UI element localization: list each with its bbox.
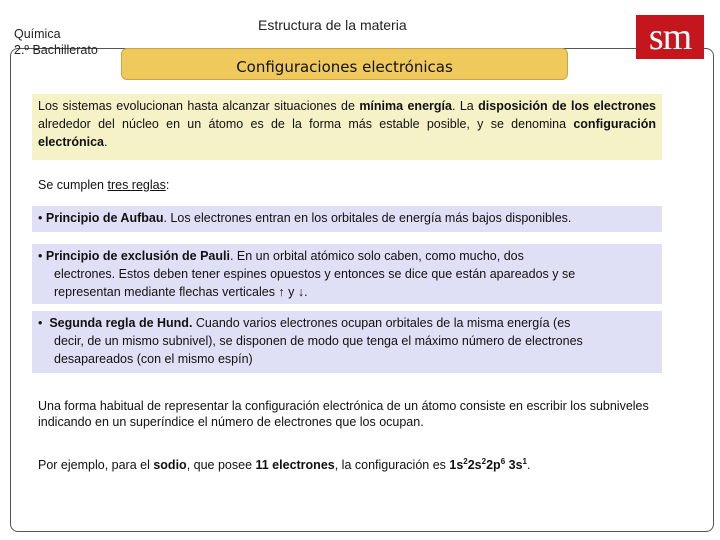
rules-intro-text-1: Se cumplen bbox=[38, 178, 108, 192]
page-title: Estructura de la materia bbox=[258, 17, 407, 33]
intro-text-1: Los sistemas evolucionan hasta alcanzar situaciones de bbox=[38, 99, 360, 113]
bullet-icon: • bbox=[38, 249, 43, 263]
rule-pauli bbox=[32, 244, 662, 304]
rules-intro bbox=[38, 177, 169, 193]
rule-text-2: decir, de un mismo subnivel), se disponen de modo que tenga el máximo número de electrones bbox=[54, 334, 583, 348]
bullet-icon: • bbox=[38, 316, 43, 330]
bullet-icon: • bbox=[38, 211, 43, 225]
intro-bold-2: disposición de los electrones bbox=[478, 99, 657, 113]
rule-text-1: . En un orbital atómico solo caben, como mucho, dos bbox=[229, 249, 524, 263]
intro-box bbox=[32, 94, 662, 160]
example-element: sodio bbox=[153, 458, 187, 473]
representation-paragraph: Una forma habitual de representar la configuración electrónica de un átomo consiste en escribir los subniveles indicando en un superíndice el número de electrones que los ocupan. bbox=[38, 399, 649, 429]
sm-logo: sm bbox=[636, 15, 704, 59]
rules-intro-underlined: tres reglas bbox=[107, 178, 166, 192]
rule-name: Segunda regla de Hund. bbox=[49, 316, 193, 330]
rule-text-2: electrones. Estos deben tener espines opuestos y entonces se dice que están apareados y se bbox=[54, 267, 576, 281]
rule-aufbau bbox=[32, 206, 662, 232]
example-text-4: . bbox=[526, 458, 531, 473]
rule-text-3: desapareados (con el mismo espín) bbox=[54, 352, 253, 366]
rule-hund bbox=[32, 311, 662, 373]
example-text-1: Por ejemplo, para el bbox=[38, 458, 154, 473]
rule-text-3: representan mediante flechas verticales ↑ y ↓. bbox=[54, 285, 308, 299]
intro-bold-1: mínima energía bbox=[359, 99, 452, 113]
rule-text: . Los electrones entran en los orbitales de energía más bajos disponibles. bbox=[163, 211, 572, 225]
example-paragraph bbox=[38, 454, 530, 473]
intro-text-3: alrededor del núcleo en un átomo es de la forma más estable posible, y se denomina bbox=[38, 117, 574, 131]
subject-name: Química bbox=[14, 27, 61, 41]
rule-name: Principio de exclusión de Pauli bbox=[45, 249, 230, 263]
course-name: 2.º Bachillerato bbox=[14, 43, 98, 57]
example-configuration: $1s^22s^22p^6$ $3s^1$ bbox=[449, 457, 527, 473]
example-text-2: , que posee bbox=[186, 458, 256, 473]
subject-label bbox=[14, 26, 98, 58]
intro-text-2: . La bbox=[451, 99, 479, 113]
rule-text-1: Cuando varios electrones ocupan orbitales de la misma energía (es bbox=[192, 316, 571, 330]
intro-text-4: . bbox=[104, 135, 108, 149]
rule-name: Principio de Aufbau bbox=[45, 211, 164, 225]
example-text-3: , la configuración es bbox=[334, 458, 450, 473]
rules-intro-text-2: : bbox=[165, 178, 170, 192]
section-banner: Configuraciones electrónicas bbox=[121, 48, 568, 80]
intro-bold-3: configuración electrónica bbox=[38, 117, 656, 149]
example-electrons: 11 electrones bbox=[255, 458, 335, 473]
